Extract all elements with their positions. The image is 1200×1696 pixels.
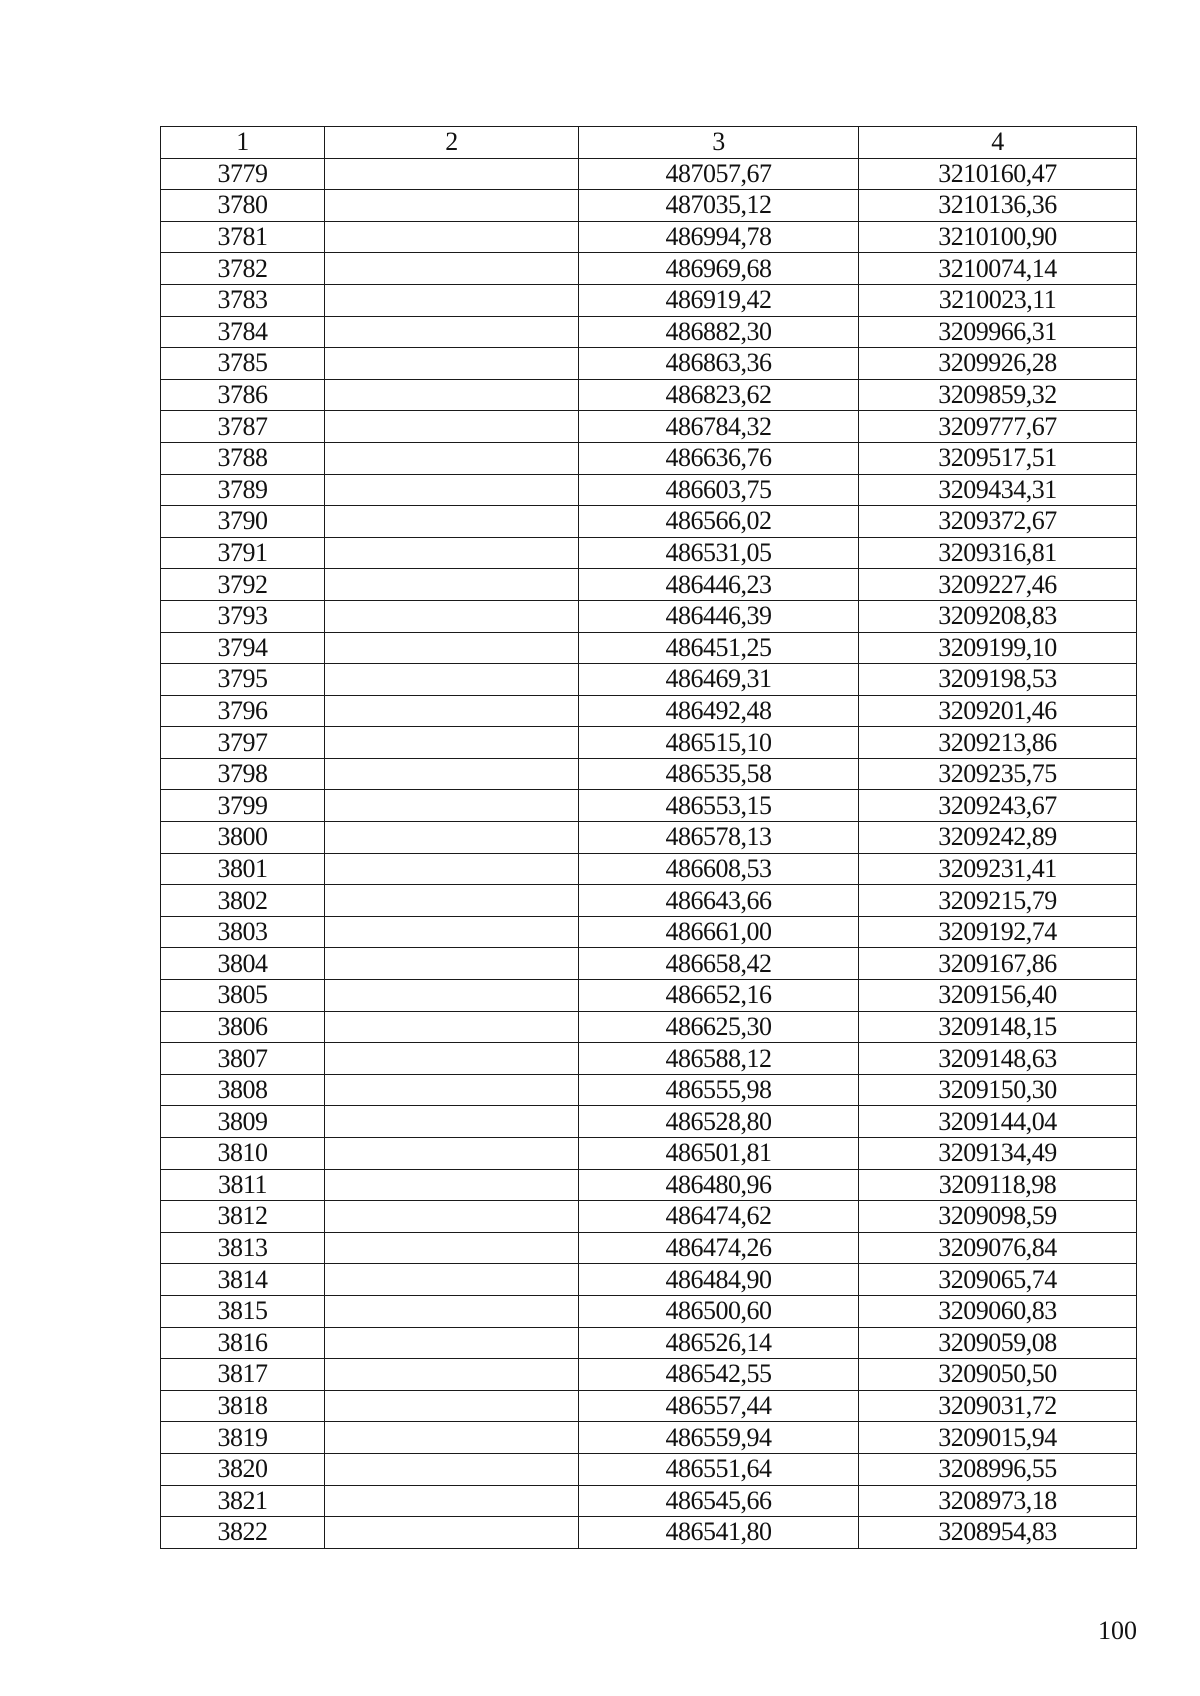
point-number-cell: 3781: [161, 221, 325, 253]
empty-cell: [325, 948, 579, 980]
point-number-cell: 3782: [161, 253, 325, 285]
x-coordinate-cell: 486588,12: [579, 1043, 859, 1075]
empty-cell: [325, 474, 579, 506]
point-number-cell: 3811: [161, 1169, 325, 1201]
table-row: [161, 569, 1137, 601]
x-coordinate-cell: 486969,68: [579, 253, 859, 285]
empty-cell: [325, 1422, 579, 1454]
x-coordinate-cell: 486559,94: [579, 1422, 859, 1454]
table-row: [161, 411, 1137, 443]
table-row: [161, 158, 1137, 190]
point-number-cell: 3797: [161, 727, 325, 759]
x-coordinate-cell: 486863,36: [579, 348, 859, 380]
table-row: [161, 727, 1137, 759]
empty-cell: [325, 348, 579, 380]
table-row: [161, 284, 1137, 316]
x-coordinate-cell: 486882,30: [579, 316, 859, 348]
table-row: [161, 916, 1137, 948]
point-number-cell: 3814: [161, 1264, 325, 1296]
y-coordinate-cell: 3209118,98: [859, 1169, 1137, 1201]
empty-cell: [325, 379, 579, 411]
table-row: [161, 790, 1137, 822]
table-row: [161, 853, 1137, 885]
table-row: [161, 632, 1137, 664]
table-row: [161, 600, 1137, 632]
y-coordinate-cell: 3209926,28: [859, 348, 1137, 380]
point-number-cell: 3807: [161, 1043, 325, 1075]
y-coordinate-cell: 3209144,04: [859, 1106, 1137, 1138]
x-coordinate-cell: 486545,66: [579, 1485, 859, 1517]
y-coordinate-cell: 3210023,11: [859, 284, 1137, 316]
y-coordinate-cell: 3209150,30: [859, 1074, 1137, 1106]
y-coordinate-cell: 3209242,89: [859, 822, 1137, 854]
table-body: [161, 158, 1137, 1548]
empty-cell: [325, 537, 579, 569]
y-coordinate-cell: 3209316,81: [859, 537, 1137, 569]
table-row: [161, 1359, 1137, 1391]
point-number-cell: 3803: [161, 916, 325, 948]
x-coordinate-cell: 486484,90: [579, 1264, 859, 1296]
table-row: [161, 1295, 1137, 1327]
x-coordinate-cell: 486625,30: [579, 1011, 859, 1043]
x-coordinate-cell: 486603,75: [579, 474, 859, 506]
table-row: [161, 221, 1137, 253]
point-number-cell: 3813: [161, 1232, 325, 1264]
point-number-cell: 3779: [161, 158, 325, 190]
y-coordinate-cell: 3208954,83: [859, 1517, 1137, 1549]
point-number-cell: 3787: [161, 411, 325, 443]
point-number-cell: 3808: [161, 1074, 325, 1106]
table-row: [161, 758, 1137, 790]
x-coordinate-cell: 486919,42: [579, 284, 859, 316]
table-row: [161, 1043, 1137, 1075]
x-coordinate-cell: 486474,26: [579, 1232, 859, 1264]
x-coordinate-cell: 486784,32: [579, 411, 859, 443]
x-coordinate-cell: 486643,66: [579, 885, 859, 917]
table-row: [161, 1264, 1137, 1296]
y-coordinate-cell: 3209098,59: [859, 1201, 1137, 1233]
empty-cell: [325, 1138, 579, 1170]
empty-cell: [325, 1201, 579, 1233]
table-row: [161, 1138, 1137, 1170]
x-coordinate-cell: 486535,58: [579, 758, 859, 790]
empty-cell: [325, 506, 579, 538]
y-coordinate-cell: 3209060,83: [859, 1295, 1137, 1327]
empty-cell: [325, 316, 579, 348]
table-row: [161, 1453, 1137, 1485]
y-coordinate-cell: 3209231,41: [859, 853, 1137, 885]
point-number-cell: 3818: [161, 1390, 325, 1422]
point-number-cell: 3790: [161, 506, 325, 538]
y-coordinate-cell: 3209372,67: [859, 506, 1137, 538]
x-coordinate-cell: 486557,44: [579, 1390, 859, 1422]
table-row: [161, 253, 1137, 285]
x-coordinate-cell: 486823,62: [579, 379, 859, 411]
y-coordinate-cell: 3209966,31: [859, 316, 1137, 348]
point-number-cell: 3794: [161, 632, 325, 664]
point-number-cell: 3796: [161, 695, 325, 727]
empty-cell: [325, 727, 579, 759]
empty-cell: [325, 758, 579, 790]
y-coordinate-cell: 3209167,86: [859, 948, 1137, 980]
x-coordinate-cell: 486528,80: [579, 1106, 859, 1138]
x-coordinate-cell: 486469,31: [579, 664, 859, 696]
y-coordinate-cell: 3209198,53: [859, 664, 1137, 696]
column-header-3: 3: [579, 127, 859, 159]
empty-cell: [325, 221, 579, 253]
point-number-cell: 3784: [161, 316, 325, 348]
y-coordinate-cell: 3209148,63: [859, 1043, 1137, 1075]
point-number-cell: 3799: [161, 790, 325, 822]
page-number: 100: [1098, 1616, 1137, 1645]
empty-cell: [325, 853, 579, 885]
y-coordinate-cell: 3209076,84: [859, 1232, 1137, 1264]
empty-cell: [325, 1390, 579, 1422]
x-coordinate-cell: 486994,78: [579, 221, 859, 253]
empty-cell: [325, 1327, 579, 1359]
empty-cell: [325, 1359, 579, 1391]
empty-cell: [325, 980, 579, 1012]
point-number-cell: 3819: [161, 1422, 325, 1454]
table-header-row: [161, 127, 1137, 159]
y-coordinate-cell: 3209208,83: [859, 600, 1137, 632]
point-number-cell: 3815: [161, 1295, 325, 1327]
y-coordinate-cell: 3209059,08: [859, 1327, 1137, 1359]
y-coordinate-cell: 3209065,74: [859, 1264, 1137, 1296]
table-row: [161, 1106, 1137, 1138]
table-row: [161, 1011, 1137, 1043]
x-coordinate-cell: 486555,98: [579, 1074, 859, 1106]
empty-cell: [325, 1074, 579, 1106]
empty-cell: [325, 1169, 579, 1201]
y-coordinate-cell: 3209015,94: [859, 1422, 1137, 1454]
y-coordinate-cell: 3209517,51: [859, 442, 1137, 474]
point-number-cell: 3809: [161, 1106, 325, 1138]
point-number-cell: 3817: [161, 1359, 325, 1391]
point-number-cell: 3800: [161, 822, 325, 854]
x-coordinate-cell: 486526,14: [579, 1327, 859, 1359]
table-row: [161, 190, 1137, 222]
empty-cell: [325, 1011, 579, 1043]
x-coordinate-cell: 486451,25: [579, 632, 859, 664]
point-number-cell: 3780: [161, 190, 325, 222]
x-coordinate-cell: 486551,64: [579, 1453, 859, 1485]
empty-cell: [325, 411, 579, 443]
y-coordinate-cell: 3209235,75: [859, 758, 1137, 790]
table-row: [161, 1074, 1137, 1106]
point-number-cell: 3793: [161, 600, 325, 632]
empty-cell: [325, 158, 579, 190]
point-number-cell: 3789: [161, 474, 325, 506]
point-number-cell: 3791: [161, 537, 325, 569]
point-number-cell: 3783: [161, 284, 325, 316]
empty-cell: [325, 664, 579, 696]
y-coordinate-cell: 3209201,46: [859, 695, 1137, 727]
point-number-cell: 3822: [161, 1517, 325, 1549]
y-coordinate-cell: 3209199,10: [859, 632, 1137, 664]
table-row: [161, 316, 1137, 348]
x-coordinate-cell: 486474,62: [579, 1201, 859, 1233]
table-row: [161, 1485, 1137, 1517]
x-coordinate-cell: 486566,02: [579, 506, 859, 538]
table-row: [161, 379, 1137, 411]
x-coordinate-cell: 486542,55: [579, 1359, 859, 1391]
table-row: [161, 664, 1137, 696]
table-row: [161, 474, 1137, 506]
y-coordinate-cell: 3209434,31: [859, 474, 1137, 506]
x-coordinate-cell: 486608,53: [579, 853, 859, 885]
empty-cell: [325, 253, 579, 285]
empty-cell: [325, 885, 579, 917]
point-number-cell: 3801: [161, 853, 325, 885]
x-coordinate-cell: 486515,10: [579, 727, 859, 759]
point-number-cell: 3786: [161, 379, 325, 411]
x-coordinate-cell: 486446,23: [579, 569, 859, 601]
empty-cell: [325, 600, 579, 632]
empty-cell: [325, 1517, 579, 1549]
x-coordinate-cell: 487057,67: [579, 158, 859, 190]
point-number-cell: 3806: [161, 1011, 325, 1043]
x-coordinate-cell: 486492,48: [579, 695, 859, 727]
y-coordinate-cell: 3208973,18: [859, 1485, 1137, 1517]
y-coordinate-cell: 3210074,14: [859, 253, 1137, 285]
y-coordinate-cell: 3210136,36: [859, 190, 1137, 222]
x-coordinate-cell: 486501,81: [579, 1138, 859, 1170]
empty-cell: [325, 1453, 579, 1485]
point-number-cell: 3785: [161, 348, 325, 380]
point-number-cell: 3795: [161, 664, 325, 696]
point-number-cell: 3812: [161, 1201, 325, 1233]
y-coordinate-cell: 3209777,67: [859, 411, 1137, 443]
y-coordinate-cell: 3209213,86: [859, 727, 1137, 759]
point-number-cell: 3805: [161, 980, 325, 1012]
point-number-cell: 3821: [161, 1485, 325, 1517]
point-number-cell: 3802: [161, 885, 325, 917]
table-row: [161, 1327, 1137, 1359]
table-row: [161, 948, 1137, 980]
point-number-cell: 3804: [161, 948, 325, 980]
table-row: [161, 1232, 1137, 1264]
empty-cell: [325, 1295, 579, 1327]
y-coordinate-cell: 3208996,55: [859, 1453, 1137, 1485]
point-number-cell: 3788: [161, 442, 325, 474]
y-coordinate-cell: 3209243,67: [859, 790, 1137, 822]
column-header-1: 1: [161, 127, 325, 159]
point-number-cell: 3816: [161, 1327, 325, 1359]
table-row: [161, 980, 1137, 1012]
empty-cell: [325, 284, 579, 316]
x-coordinate-cell: 486553,15: [579, 790, 859, 822]
empty-cell: [325, 1232, 579, 1264]
empty-cell: [325, 1106, 579, 1138]
point-number-cell: 3798: [161, 758, 325, 790]
y-coordinate-cell: 3209134,49: [859, 1138, 1137, 1170]
y-coordinate-cell: 3209192,74: [859, 916, 1137, 948]
table-row: [161, 348, 1137, 380]
empty-cell: [325, 695, 579, 727]
y-coordinate-cell: 3209215,79: [859, 885, 1137, 917]
table-row: [161, 695, 1137, 727]
empty-cell: [325, 916, 579, 948]
empty-cell: [325, 569, 579, 601]
empty-cell: [325, 1485, 579, 1517]
table-row: [161, 442, 1137, 474]
empty-cell: [325, 822, 579, 854]
empty-cell: [325, 632, 579, 664]
y-coordinate-cell: 3210160,47: [859, 158, 1137, 190]
x-coordinate-cell: 486531,05: [579, 537, 859, 569]
x-coordinate-cell: 486480,96: [579, 1169, 859, 1201]
x-coordinate-cell: 486658,42: [579, 948, 859, 980]
y-coordinate-cell: 3209031,72: [859, 1390, 1137, 1422]
x-coordinate-cell: 486578,13: [579, 822, 859, 854]
x-coordinate-cell: 486661,00: [579, 916, 859, 948]
empty-cell: [325, 442, 579, 474]
empty-cell: [325, 1264, 579, 1296]
y-coordinate-cell: 3209156,40: [859, 980, 1137, 1012]
x-coordinate-cell: 486541,80: [579, 1517, 859, 1549]
x-coordinate-cell: 486652,16: [579, 980, 859, 1012]
x-coordinate-cell: 486446,39: [579, 600, 859, 632]
column-header-4: 4: [859, 127, 1137, 159]
table-row: [161, 1201, 1137, 1233]
column-header-2: 2: [325, 127, 579, 159]
table-row: [161, 1169, 1137, 1201]
table-row: [161, 885, 1137, 917]
coordinates-table: [160, 126, 1137, 1549]
point-number-cell: 3820: [161, 1453, 325, 1485]
y-coordinate-cell: 3209227,46: [859, 569, 1137, 601]
y-coordinate-cell: 3209148,15: [859, 1011, 1137, 1043]
y-coordinate-cell: 3209859,32: [859, 379, 1137, 411]
point-number-cell: 3792: [161, 569, 325, 601]
table-row: [161, 822, 1137, 854]
table-row: [161, 1422, 1137, 1454]
table-row: [161, 1390, 1137, 1422]
x-coordinate-cell: 486500,60: [579, 1295, 859, 1327]
empty-cell: [325, 190, 579, 222]
x-coordinate-cell: 486636,76: [579, 442, 859, 474]
table-row: [161, 537, 1137, 569]
x-coordinate-cell: 487035,12: [579, 190, 859, 222]
table-row: [161, 1517, 1137, 1549]
y-coordinate-cell: 3210100,90: [859, 221, 1137, 253]
point-number-cell: 3810: [161, 1138, 325, 1170]
y-coordinate-cell: 3209050,50: [859, 1359, 1137, 1391]
table-row: [161, 506, 1137, 538]
empty-cell: [325, 790, 579, 822]
empty-cell: [325, 1043, 579, 1075]
